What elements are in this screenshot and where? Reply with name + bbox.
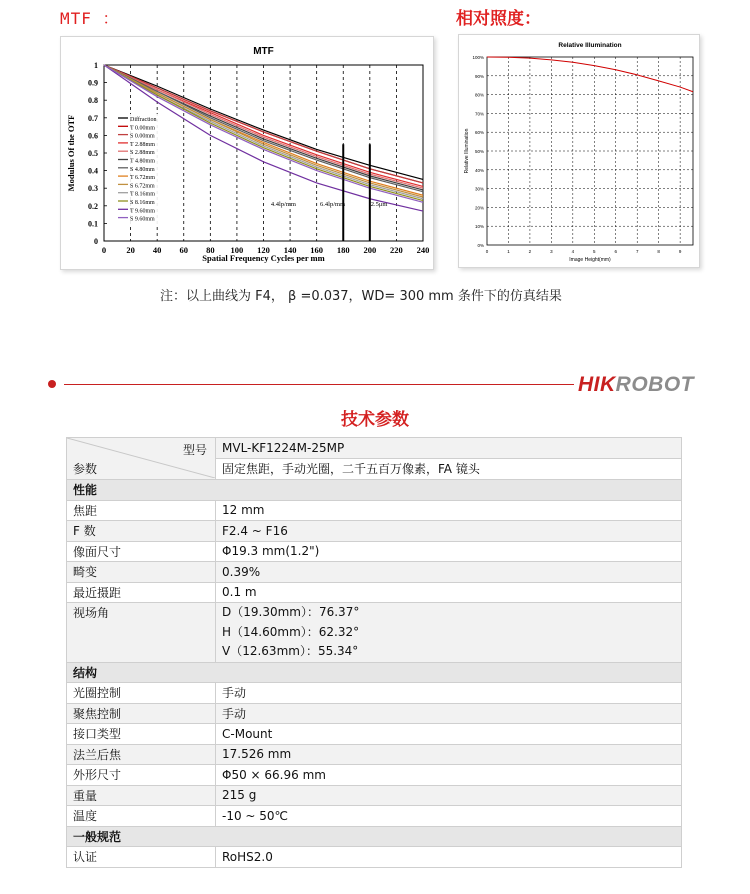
- table-row: [67, 703, 682, 724]
- ri-y-tick-label: 40%: [474, 167, 484, 173]
- mtf-y-tick-label: 0.4: [88, 166, 98, 176]
- mtf-y-tick-label: 0.1: [88, 219, 98, 229]
- distortion-label: 畸变: [67, 562, 216, 583]
- ri-title: Relative Illumination: [558, 42, 622, 49]
- mtf-y-tick-label: 0.7: [88, 113, 98, 123]
- image-size-label: 像面尺寸: [67, 541, 216, 562]
- performance-heading: 性能: [67, 480, 682, 501]
- mtf-heading: MTF ：: [60, 9, 120, 28]
- brand-robot: ROBOT: [615, 373, 694, 396]
- mtf-legend-label: T 4.80mm: [130, 158, 155, 165]
- fov-v: V（12.63mm）：55.34°: [222, 644, 359, 658]
- table-row: [67, 603, 682, 663]
- ri-x-tick-label: 0: [485, 249, 489, 254]
- focal-label: 焦距: [67, 500, 216, 521]
- section-row: [67, 662, 682, 683]
- weight-value: 215 g: [216, 785, 682, 806]
- mtf-annotation: 2.5μm: [370, 200, 388, 208]
- mtf-annotation: 4.4lp/mm: [270, 200, 296, 208]
- mtf-legend-label: S 0.00mm: [130, 133, 155, 140]
- ri-y-tick-label: 90%: [474, 73, 484, 79]
- mtf-y-tick-label: 0.8: [88, 96, 98, 106]
- relative-illumination-chart-panel: [458, 34, 700, 268]
- table-row: [67, 541, 682, 562]
- ri-y-tick-label: 100%: [472, 55, 484, 60]
- mount-value: C-Mount: [216, 724, 682, 745]
- table-row: [67, 500, 682, 521]
- spec-table: [66, 437, 682, 868]
- table-row: [67, 521, 682, 542]
- header-values-cell: [216, 438, 682, 480]
- iris-label: 光圈控制: [67, 683, 216, 704]
- param-label: 参数: [73, 462, 98, 476]
- table-row: [67, 765, 682, 786]
- mtf-x-axis-label: Spatial Frequency Cycles per mm: [202, 253, 325, 263]
- mtf-x-tick-label: 60: [179, 245, 188, 255]
- mtf-legend-label: Diffraction: [130, 117, 157, 123]
- mtf-x-tick-label: 80: [206, 245, 215, 255]
- mtf-y-tick-label: 0.5: [88, 149, 98, 158]
- mtf-legend-label: S 2.88mm: [130, 150, 155, 157]
- focal-value: 12 mm: [216, 500, 682, 521]
- flange-value: 17.526 mm: [216, 744, 682, 765]
- table-row: [67, 744, 682, 765]
- ri-y-tick-label: 60%: [474, 130, 484, 136]
- hikrobot-logo: [578, 373, 694, 397]
- mtf-y-tick-label: 0.3: [88, 184, 98, 194]
- table-row: [67, 785, 682, 806]
- simulation-note: 注：以上曲线为 F4， β =0.037，WD= 300 mm 条件下的仿真结果: [160, 289, 562, 304]
- mtf-legend-label: T 2.88mm: [130, 141, 155, 148]
- focus-label: 聚焦控制: [67, 703, 216, 724]
- temperature-label: 温度: [67, 806, 216, 827]
- ri-y-tick-label: 20%: [474, 205, 484, 211]
- ri-series-line: [487, 57, 693, 92]
- fov-label: 视场角: [67, 603, 216, 663]
- mtf-x-tick-label: 0: [101, 245, 107, 255]
- fnum-label: F 数: [67, 521, 216, 542]
- divider-dot: [48, 380, 56, 388]
- mtf-chart: [61, 37, 433, 269]
- ri-y-tick-label: 70%: [474, 111, 484, 117]
- iris-value: 手动: [216, 683, 682, 704]
- cert-label: 认证: [67, 847, 216, 868]
- ri-x-tick-label: 8: [657, 249, 660, 254]
- mtf-legend-label: T 6.72mm: [130, 175, 155, 182]
- mtf-legend-label: S 9.60mm: [130, 216, 155, 223]
- ri-x-tick-label: 7: [635, 249, 639, 254]
- mtf-y-tick-label: 0.6: [88, 131, 98, 141]
- dimension-label: 外形尺寸: [67, 765, 216, 786]
- image-size-value: Φ19.3 mm(1.2"): [216, 541, 682, 562]
- relative-illumination-chart: [459, 35, 699, 267]
- ri-x-tick-label: 9: [678, 249, 682, 254]
- table-row: [67, 806, 682, 827]
- ri-x-axis-label: Image Height(mm): [569, 257, 611, 263]
- mtf-x-tick-label: 40: [152, 245, 162, 255]
- fov-d: D（19.30mm）：76.37°: [222, 605, 360, 619]
- param-value: 固定焦距，手动光圈，二千五百万像素，FA 镜头: [216, 459, 681, 479]
- mod-label: 最近摄距: [67, 582, 216, 603]
- mtf-x-tick-label: 200: [363, 245, 377, 255]
- general-heading: 一般规范: [67, 826, 682, 847]
- mtf-legend-label: T 8.16mm: [130, 191, 155, 198]
- mtf-legend-label: T 9.60mm: [130, 208, 155, 215]
- section-divider: [64, 384, 574, 385]
- table-row: [67, 582, 682, 603]
- fnum-value: F2.4 ~ F16: [216, 521, 682, 542]
- mtf-annotation: 6.4lp/mm: [320, 200, 346, 208]
- spec-title: 技术参数: [341, 410, 409, 430]
- flange-label: 法兰后焦: [67, 744, 216, 765]
- mtf-y-tick-label: 1: [94, 61, 98, 70]
- dimension-value: Φ50 × 66.96 mm: [216, 765, 682, 786]
- mtf-title: MTF: [253, 46, 274, 57]
- model-value: MVL-KF1224M-25MP: [216, 438, 681, 459]
- ri-x-tick-label: 6: [614, 249, 618, 254]
- temperature-value: -10 ~ 50℃: [216, 806, 682, 827]
- mod-value: 0.1 m: [216, 582, 682, 603]
- mtf-y-axis-label: Modulus Of the OTF: [66, 114, 76, 192]
- fov-values: [216, 603, 682, 663]
- section-row: [67, 826, 682, 847]
- focus-value: 手动: [216, 703, 682, 724]
- mtf-legend-label: S 8.16mm: [130, 200, 155, 206]
- ri-y-axis-label: Relative Illumination: [464, 128, 470, 174]
- mtf-x-tick-label: 220: [390, 245, 403, 255]
- mtf-x-tick-label: 20: [126, 245, 135, 255]
- mtf-x-tick-label: 100: [230, 245, 244, 255]
- header-diagonal-cell: [67, 438, 216, 480]
- ri-x-tick-label: 5: [593, 249, 596, 254]
- mtf-legend-label: S 6.72mm: [130, 183, 155, 190]
- mtf-x-tick-label: 240: [416, 245, 430, 255]
- structure-heading: 结构: [67, 662, 682, 683]
- mtf-legend-label: S 4.80mm: [130, 166, 155, 173]
- mount-label: 接口类型: [67, 724, 216, 745]
- cert-value: RoHS2.0: [216, 847, 682, 868]
- mtf-chart-panel: [60, 36, 434, 270]
- mtf-legend-label: T 0.00mm: [130, 125, 155, 132]
- distortion-value: 0.39%: [216, 562, 682, 583]
- section-row: [67, 480, 682, 501]
- mtf-x-tick-label: 160: [310, 245, 324, 255]
- mtf-y-tick-label: 0.2: [88, 201, 98, 211]
- table-row: [67, 562, 682, 583]
- table-row: [67, 724, 682, 745]
- relative-illumination-heading: 相对照度：: [456, 9, 541, 29]
- ri-plot-area: [487, 57, 693, 245]
- brand-hik: HIK: [578, 373, 616, 396]
- table-row: [67, 683, 682, 704]
- mtf-x-tick-label: 180: [336, 245, 350, 255]
- ri-x-tick-label: 2: [528, 249, 532, 254]
- table-row: [67, 438, 682, 480]
- ri-x-tick-label: 3: [550, 249, 553, 254]
- mtf-y-tick-label: 0.9: [88, 78, 98, 88]
- mtf-x-tick-label: 120: [257, 245, 270, 255]
- ri-y-tick-label: 50%: [474, 149, 484, 154]
- ri-x-tick-label: 4: [571, 249, 575, 254]
- ri-x-tick-label: 1: [507, 249, 510, 254]
- ri-y-tick-label: 0%: [477, 243, 484, 248]
- table-row: [67, 847, 682, 868]
- fov-h: H（14.60mm）：62.32°: [222, 624, 360, 639]
- model-label: 型号: [182, 443, 207, 457]
- ri-y-tick-label: 80%: [474, 92, 484, 98]
- weight-label: 重量: [67, 785, 216, 806]
- mtf-x-tick-label: 140: [283, 245, 297, 255]
- mtf-y-tick-label: 0: [94, 237, 98, 246]
- ri-y-tick-label: 10%: [474, 224, 484, 230]
- ri-y-tick-label: 30%: [474, 186, 484, 192]
